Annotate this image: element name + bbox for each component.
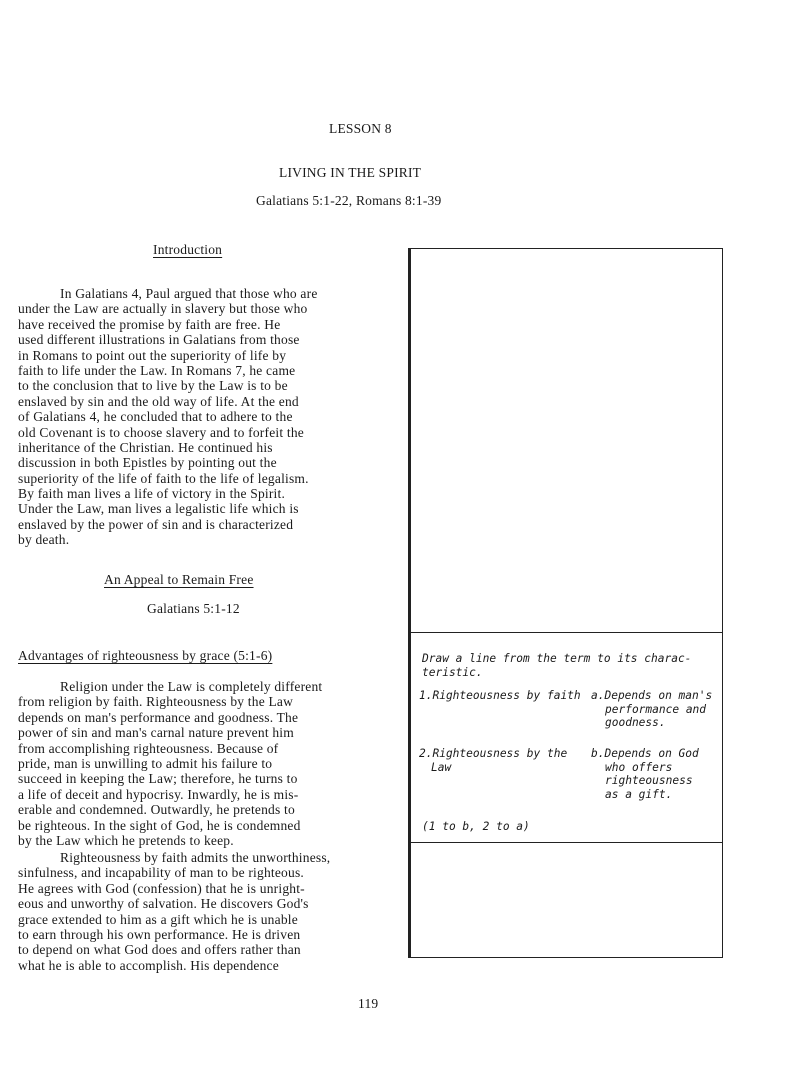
text-line: eous and unworthy of salvation. He discovers God's: [18, 896, 309, 912]
text-line: pride, man is unwilling to admit his failure to: [18, 755, 273, 771]
text-line: inheritance of the Christian. He continued his: [18, 439, 273, 455]
exercise-term-2: Law: [431, 761, 452, 774]
text-line: from accomplishing righteousness. Because of: [18, 740, 279, 756]
appeal-scripture: Galatians 5:1-12: [147, 601, 240, 616]
text-line: by the Law which he pretends to keep.: [18, 832, 234, 848]
text-line: enslaved by sin and the old way of life. At the end: [18, 393, 299, 409]
text-line: under the Law are actually in slavery but those who: [18, 301, 308, 317]
exercise-answer: (1 to b, 2 to a): [422, 820, 530, 833]
text-line: be righteous. In the sight of God, he is condemned: [18, 817, 301, 833]
text-line: erable and condemned. Outwardly, he pretends to: [18, 802, 295, 818]
text-line: grace extended to him as a gift which he is unable: [18, 911, 298, 927]
text-line: to depend on what God does and offers rather than: [18, 942, 301, 958]
text-line: goodness.: [605, 716, 666, 729]
text-line: power of sin and man's carnal nature prevent him: [18, 725, 294, 741]
text-line: of Galatians 4, he concluded that to adhere to the: [18, 409, 293, 425]
text-line: used different illustrations in Galatians from those: [18, 332, 300, 348]
text-line: b.Depends on God: [591, 747, 699, 760]
introduction-heading: Introduction: [153, 242, 223, 257]
text-line: a.Depends on man's: [591, 689, 713, 702]
text-line: discussion in both Epistles by pointing out the: [18, 455, 277, 471]
page-title: LIVING IN THE SPIRIT: [279, 165, 422, 180]
exercise-instruction: teristic.: [422, 666, 483, 679]
text-line: superiority of the life of faith to the life of legalism.: [18, 470, 309, 486]
text-line: as a gift.: [605, 787, 673, 801]
exercise-characteristic-b: [591, 747, 699, 801]
text-line: in Romans to point out the superiority of life by: [18, 347, 287, 363]
divider: [411, 632, 722, 633]
text-line: to earn through his own performance. He is driven: [18, 926, 301, 942]
text-line: what he is able to accomplish. His dependence: [18, 957, 279, 973]
exercise-instruction: Draw a line from the term to its charac-: [422, 652, 692, 665]
text-line: faith to life under the Law. In Romans 7, he came: [18, 362, 296, 378]
lesson-number: LESSON 8: [329, 121, 392, 136]
appeal-heading: An Appeal to Remain Free: [104, 572, 254, 587]
text-line: righteousness: [605, 774, 693, 787]
exercise-box: [408, 248, 723, 958]
text-line: Religion under the Law is completely different: [60, 679, 323, 694]
text-line: enslaved by the power of sin and is characterized: [18, 516, 294, 532]
text-line: old Covenant is to choose slavery and to forfeit the: [18, 424, 304, 440]
introduction-paragraph: [18, 286, 318, 548]
text-line: succeed in keeping the Law; therefore, he turns to: [18, 771, 298, 787]
text-line: by death.: [18, 532, 70, 548]
exercise-term-1: 1.Righteousness by faith: [419, 689, 581, 702]
text-line: Righteousness by faith admits the unworthiness,: [60, 850, 331, 865]
text-line: He agrees with God (confession) that he is unright-: [18, 880, 305, 896]
scripture-reference: Galatians 5:1-22, Romans 8:1-39: [256, 193, 442, 208]
exercise-term-2: 2.Righteousness by the: [419, 747, 568, 760]
text-line: have received the promise by faith are free. He: [18, 316, 281, 332]
advantages-heading: Advantages of righteousness by grace (5:1-6): [18, 648, 273, 663]
text-line: who offers: [605, 760, 673, 774]
page-number: 119: [358, 996, 379, 1011]
advantages-paragraph-1: [18, 679, 322, 848]
exercise-characteristic-a: [591, 689, 712, 730]
text-line: performance and: [605, 702, 707, 716]
text-line: In Galatians 4, Paul argued that those who are: [60, 286, 318, 301]
text-line: By faith man lives a life of victory in the Spirit.: [18, 486, 286, 502]
text-line: a life of deceit and hypocrisy. Inwardly, he is mis-: [18, 786, 299, 802]
text-line: to the conclusion that to live by the Law is to be: [18, 378, 288, 394]
text-line: Under the Law, man lives a legalistic life which is: [18, 501, 299, 517]
text-line: sinfulness, and incapability of man to be righteous.: [18, 865, 304, 881]
text-line: from religion by faith. Righteousness by the Law: [18, 694, 294, 710]
divider: [411, 842, 722, 843]
advantages-paragraph-2: [18, 850, 330, 973]
text-line: depends on man's performance and goodness. The: [18, 709, 299, 725]
